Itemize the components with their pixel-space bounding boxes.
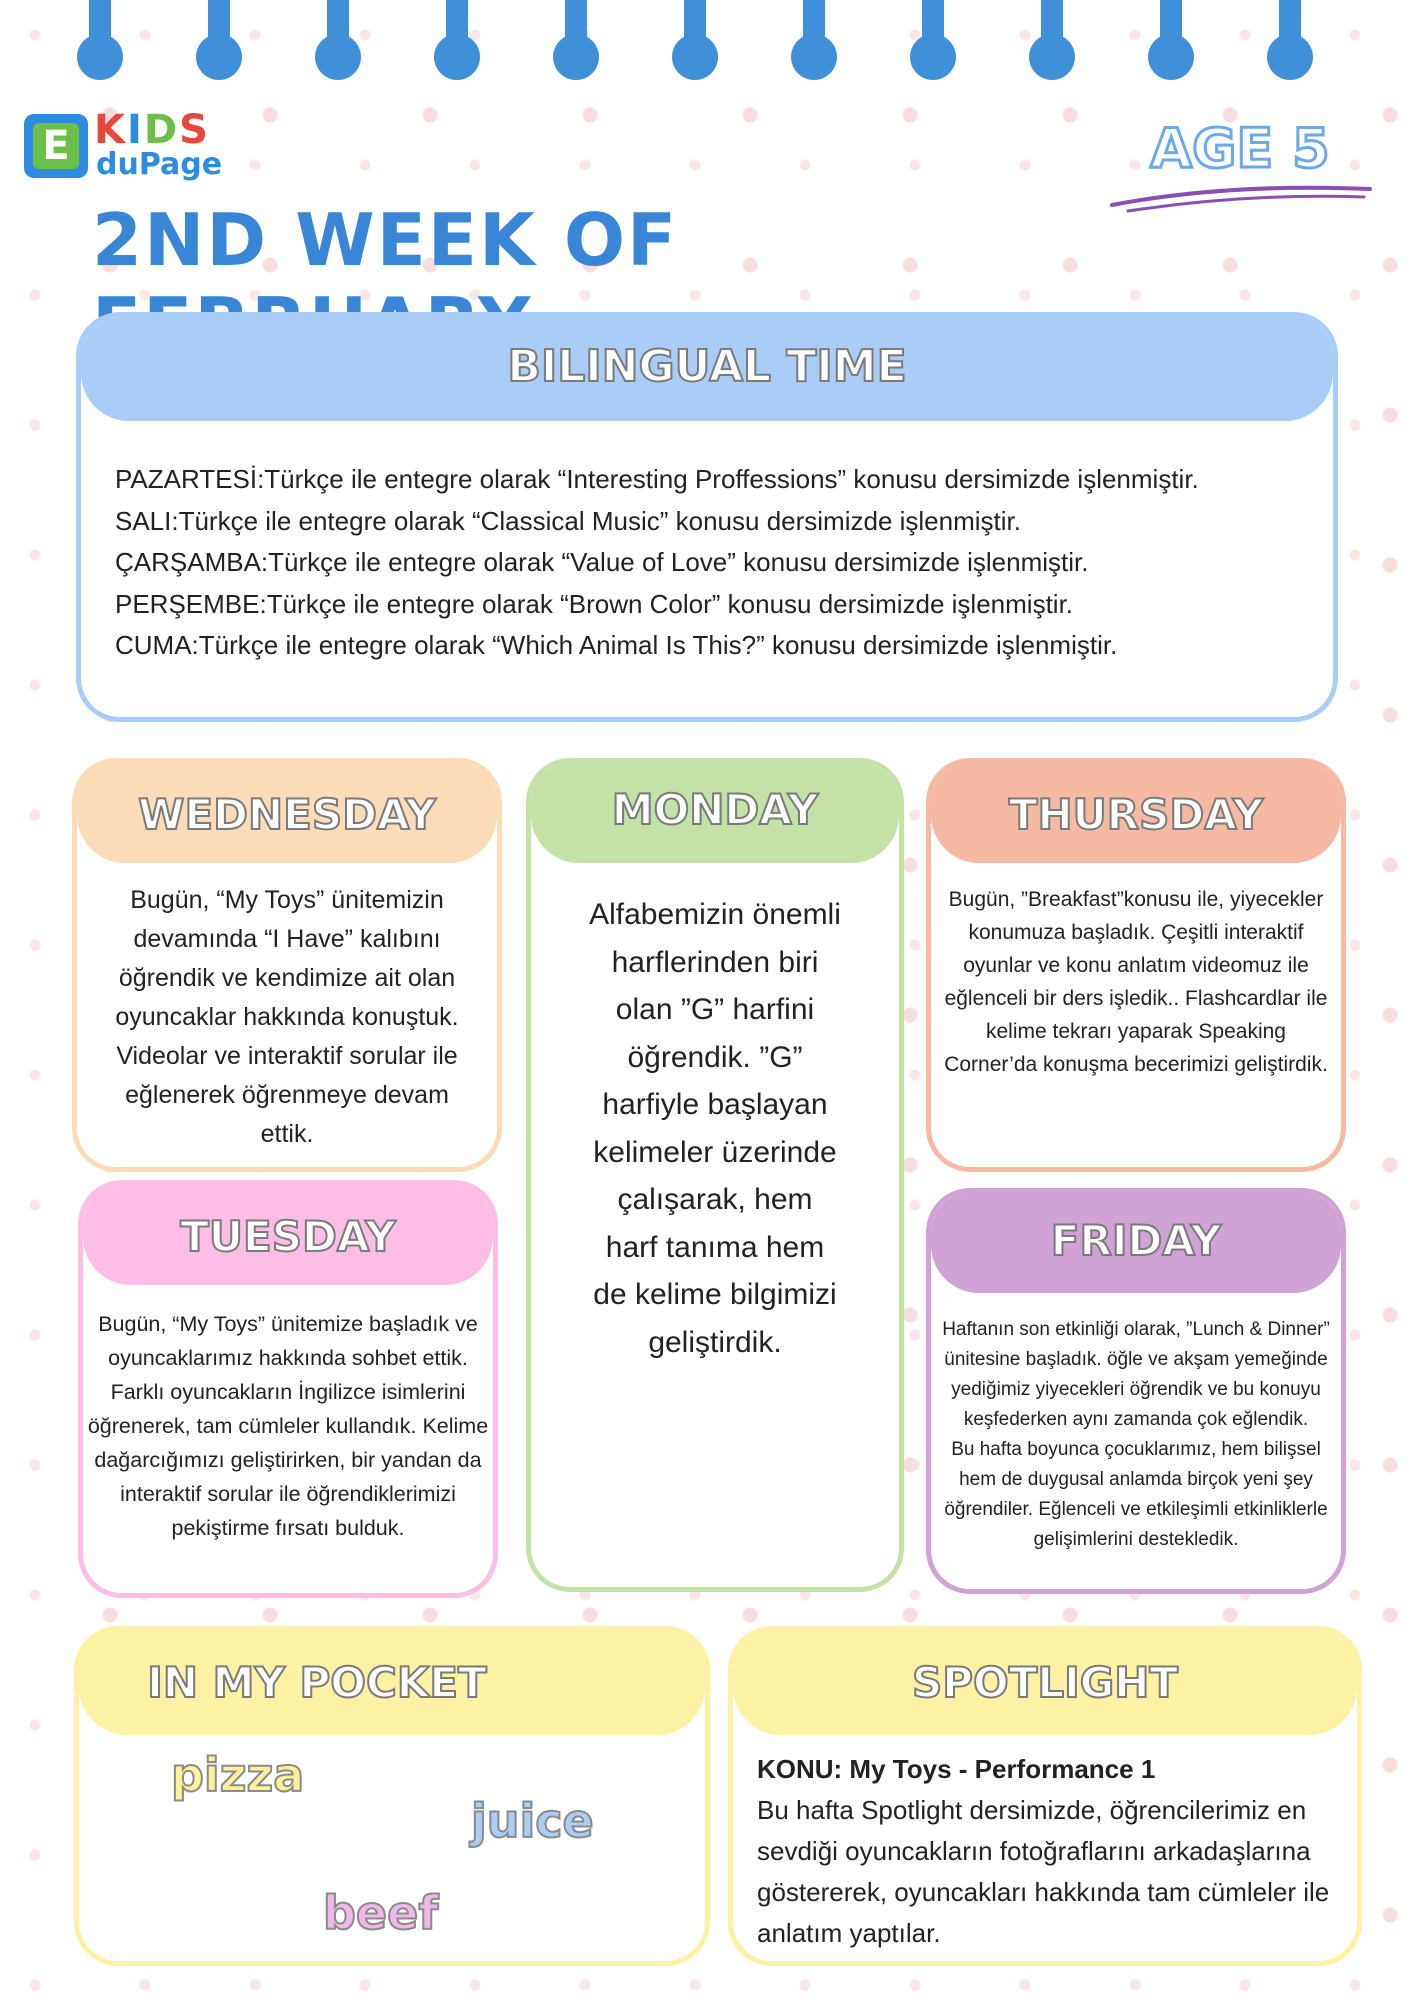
bilingual-line-tuesday: SALI:Türkçe ile entegre olarak “Classical Music” konusu dersimizde işlenmiştir. bbox=[115, 505, 1021, 536]
tuesday-text: Bugün, “My Toys” ünitemize başladık ve oyuncaklarımız hakkında sohbet ettik. Farklı oyuncakların İngilizce isimlerini öğrenerek, tam cümleler kullandık. Kelime dağarcığımızı geliştirirken, bir yandan da interaktif sorular ile öğrendiklerimizi pekiştirme fırsatı bulduk. bbox=[87, 1312, 489, 1540]
monday-heading: MONDAY bbox=[531, 763, 899, 863]
bilingual-time-heading: BILINGUAL TIME bbox=[81, 317, 1333, 421]
spotlight-heading: SPOTLIGHT bbox=[733, 1631, 1357, 1735]
spotlight-body bbox=[757, 1749, 1347, 1954]
in-my-pocket-card bbox=[74, 1626, 710, 1966]
logo-e-letter: E bbox=[33, 123, 79, 169]
logo-e-icon bbox=[24, 114, 88, 178]
binding-ring bbox=[565, 0, 587, 60]
binding-ring bbox=[803, 0, 825, 60]
tuesday-card bbox=[78, 1180, 498, 1598]
pocket-word: pizza bbox=[171, 1748, 305, 1802]
thursday-card bbox=[926, 758, 1346, 1172]
bilingual-line-thursday: PERŞEMBE:Türkçe ile entegre olarak “Brown Color” konusu dersimizde işlenmiştir. bbox=[115, 588, 1074, 619]
spotlight-text: Bu hafta Spotlight dersimizde, öğrencilerimiz en sevdiği oyuncakların fotoğraflarını arkadaşlarına göstererek, oyuncakları hakkında tam cümleler ile anlatım yaptılar. bbox=[757, 1795, 1330, 1948]
wednesday-heading: WEDNESDAY bbox=[77, 763, 497, 863]
bilingual-line-friday: CUMA:Türkçe ile entegre olarak “Which Animal Is This?” konusu dersimizde işlenmiştir. bbox=[115, 630, 1118, 660]
page-title: 2ND WEEK OF bbox=[92, 198, 679, 282]
pocket-word: juice bbox=[471, 1794, 594, 1848]
friday-text bbox=[933, 1315, 1339, 1555]
logo-dupage-text: duPage bbox=[96, 147, 223, 182]
spiral-binding bbox=[0, 0, 1414, 100]
bilingual-line-wednesday: ÇARŞAMBA:Türkçe ile entegre olarak “Value of Love” konusu dersimizde işlenmiştir. bbox=[115, 547, 1089, 577]
logo-letter: K bbox=[94, 107, 127, 153]
monday-card bbox=[526, 758, 904, 1592]
binding-ring bbox=[1041, 0, 1063, 60]
binding-ring bbox=[1279, 0, 1301, 60]
binding-ring bbox=[208, 0, 230, 60]
in-my-pocket-heading: IN MY POCKET bbox=[79, 1631, 705, 1735]
spotlight-topic: KONU: My Toys - Performance 1 bbox=[757, 1754, 1156, 1784]
binding-ring bbox=[684, 0, 706, 60]
friday-card bbox=[926, 1188, 1346, 1594]
wednesday-text: Bugün, “My Toys” ünitemizin devamında “I Have” kalıbını öğrendik ve kendimize ait olan oyuncaklar hakkında konuştuk. Videolar ve interaktif sorular ile eğlenerek öğrenmeye devam ettik. bbox=[115, 886, 459, 1148]
logo-kids-text bbox=[94, 108, 210, 152]
logo-letter: S bbox=[179, 107, 210, 153]
spotlight-card bbox=[728, 1626, 1362, 1966]
binding-ring bbox=[922, 0, 944, 60]
swoosh-decoration-icon bbox=[1108, 175, 1378, 215]
wednesday-card bbox=[72, 758, 502, 1172]
monday-text: Alfabemizin önemli harflerinden biri olan ”G” harfini öğrendik. ”G” harfiyle başlayan kelimeler üzerinde çalışarak, hem harf tanıma hem de kelime bilgimizi geliştirdik. bbox=[589, 898, 841, 1359]
binding-ring bbox=[446, 0, 468, 60]
logo-letter: D bbox=[143, 107, 180, 153]
age-badge: AGE 5 bbox=[1150, 117, 1330, 180]
binding-ring bbox=[327, 0, 349, 60]
bilingual-line-monday: PAZARTESİ:Türkçe ile entegre olarak “Interesting Proffessions” konusu dersimizde işlenmiştir. bbox=[115, 464, 1199, 494]
friday-paragraph: Bu hafta boyunca çocuklarımız, hem bilişsel hem de duygusal anlamda birçok yeni şey öğrendiler. Eğlenceli ve etkileşimli etkinliklerle gelişimlerini destekledik. bbox=[944, 1439, 1328, 1550]
bilingual-time-card bbox=[76, 312, 1338, 722]
thursday-text: Bugün, ”Breakfast”konusu ile, yiyecekler konumuza başladık. Çeşitli interaktif oyunlar ve konu anlatım videomuz ile eğlenceli bir ders işledik.. Flashcardlar ile kelime tekrarı yaparak Speaking Corner’da konuşma becerimizi geliştirdik. bbox=[944, 888, 1328, 1076]
binding-ring bbox=[89, 0, 111, 60]
friday-paragraph: Haftanın son etkinliği olarak, ”Lunch & Dinner” ünitesine başladık. öğle ve akşam yemeğinde yediğimiz yiyecekleri öğrendik ve bu konuyu keşfederken aynı zamanda çok eğlendik. bbox=[942, 1319, 1330, 1430]
thursday-heading: THURSDAY bbox=[931, 763, 1341, 863]
tuesday-heading: TUESDAY bbox=[83, 1185, 493, 1285]
friday-heading: FRIDAY bbox=[931, 1193, 1341, 1293]
bilingual-time-body bbox=[115, 459, 1305, 667]
pocket-word: beef bbox=[323, 1886, 439, 1940]
binding-ring bbox=[1160, 0, 1182, 60]
logo-letter: I bbox=[127, 107, 144, 153]
kids-edupage-logo bbox=[24, 107, 223, 188]
